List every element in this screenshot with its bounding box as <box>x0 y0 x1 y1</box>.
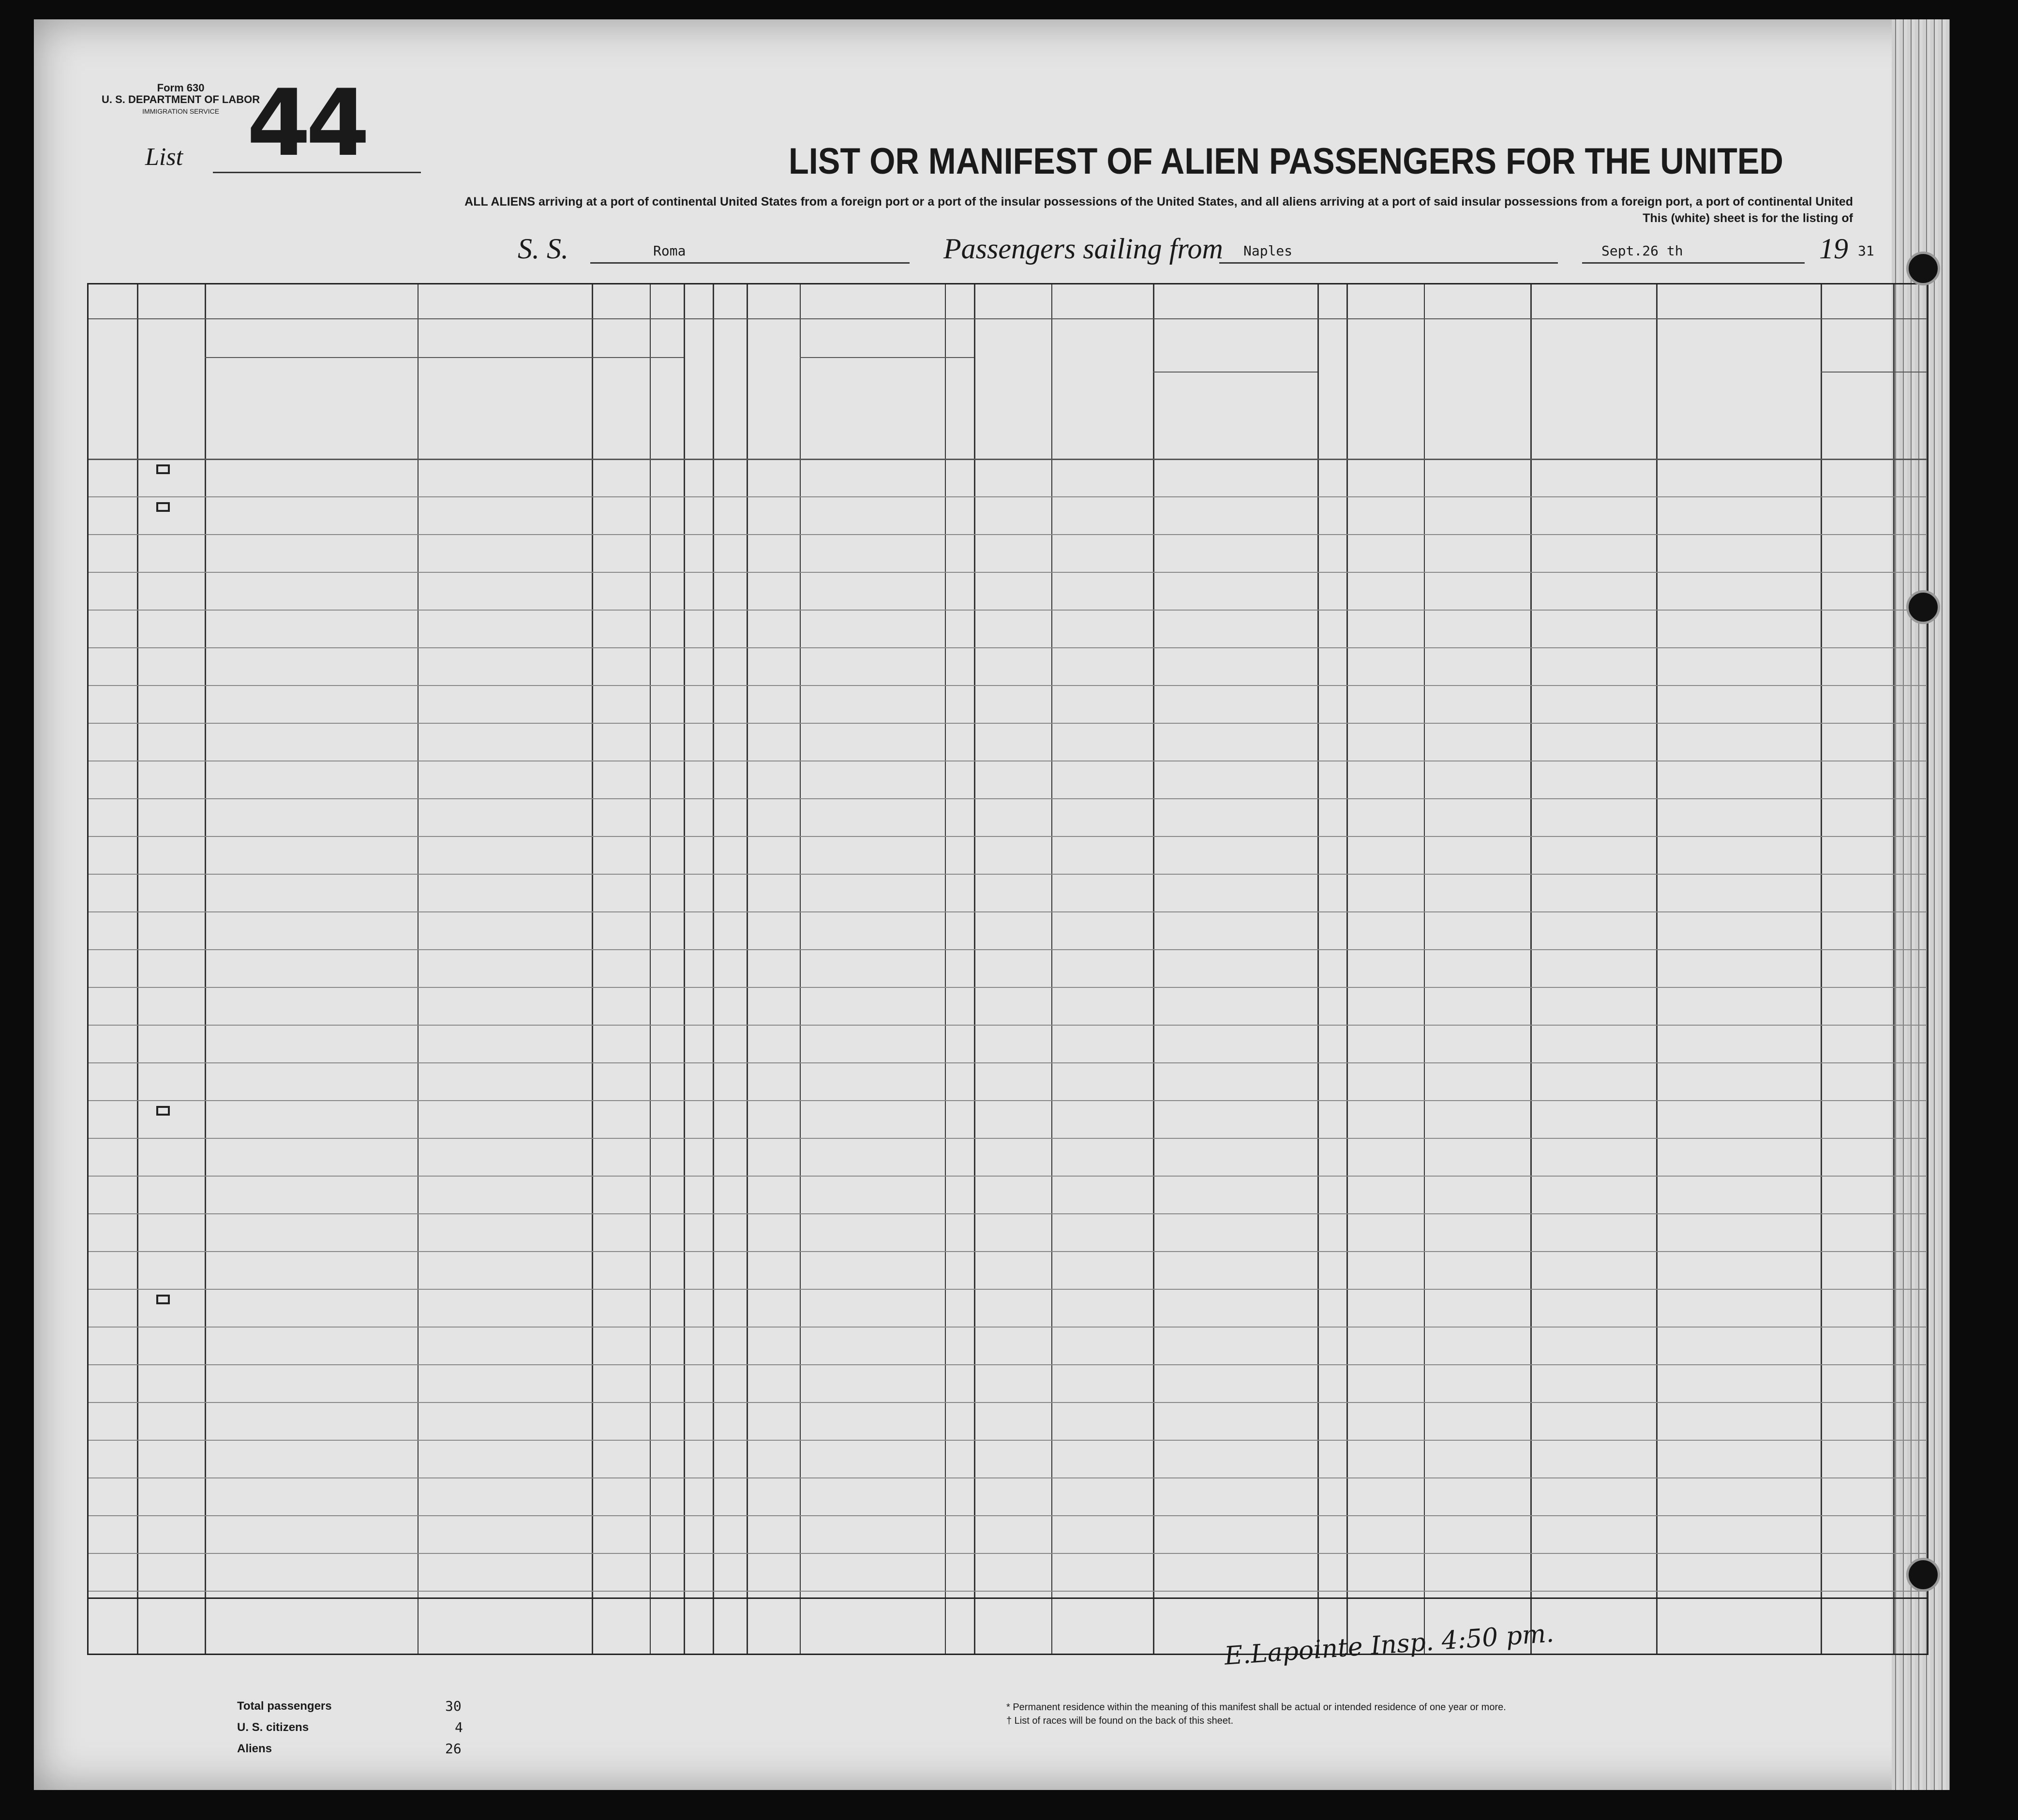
row-divider <box>89 496 1927 497</box>
total-passengers-value: 30 <box>445 1698 462 1714</box>
us-citizens-value: 4 <box>455 1719 463 1735</box>
ship-name: Roma <box>653 243 686 259</box>
department-name: U. S. DEPARTMENT OF LABOR <box>102 93 260 105</box>
column-divider <box>205 284 206 1654</box>
header-divider <box>800 357 974 358</box>
column-divider <box>1656 284 1658 1654</box>
list-underline <box>213 172 421 173</box>
form-identifier <box>102 82 260 117</box>
row-divider <box>89 1100 1927 1101</box>
sailing-date: Sept.26 th <box>1601 243 1683 259</box>
row-divider <box>89 949 1927 950</box>
port-underline <box>1219 262 1558 264</box>
subtitle-line-1: ALL ALIENS arriving at a port of continental United States from a foreign port or a port of the insular possessions of the United States, and all aliens arriving at a port of said insular possessions from a foreign port, a port of continental United <box>464 195 1853 209</box>
column-divider <box>1317 284 1319 1654</box>
row-divider <box>89 685 1927 686</box>
header-divider <box>1153 372 1317 373</box>
aliens-value: 26 <box>445 1741 462 1757</box>
row-divider <box>89 1553 1927 1554</box>
us-citizen-stamp <box>156 502 170 512</box>
form-number: Form 630 <box>157 82 205 94</box>
column-divider <box>1051 284 1052 1654</box>
row-divider <box>89 572 1927 573</box>
column-divider <box>650 284 651 1654</box>
subtitle-line-2: This (white) sheet is for the listing of <box>1643 211 1853 225</box>
row-divider <box>89 1477 1927 1478</box>
inspector-signature: E.Lapointe Insp. 4:50 pm. <box>1223 1619 1555 1671</box>
page-title: LIST OR MANIFEST OF ALIEN PASSENGERS FOR THE UNITED <box>789 141 1783 182</box>
footnote-residence: * Permanent residence within the meaning of this manifest shall be actual or intended residence of one year or more. <box>1006 1702 1506 1713</box>
total-passengers-label: Total passengers <box>237 1700 332 1713</box>
row-divider <box>89 1327 1927 1328</box>
column-divider <box>974 284 975 1654</box>
header-married <box>713 357 747 449</box>
year-prefix: 19 <box>1819 233 1848 265</box>
column-divider <box>592 284 593 1654</box>
row-divider <box>89 1025 1927 1026</box>
column-divider <box>684 284 685 1654</box>
column-divider <box>945 284 946 1654</box>
header-divider <box>89 459 1927 460</box>
row-divider <box>89 1176 1927 1177</box>
column-divider <box>1530 284 1532 1654</box>
row-divider <box>89 1402 1927 1403</box>
page-subtitle <box>421 194 1853 226</box>
column-divider <box>1346 284 1348 1654</box>
ship-underline <box>590 262 910 264</box>
us-citizens-label: U. S. citizens <box>237 1721 309 1734</box>
row-divider <box>89 534 1927 535</box>
column-divider <box>713 284 714 1654</box>
year-suffix: 31 <box>1858 243 1874 259</box>
row-divider <box>89 610 1927 611</box>
list-number: 44 <box>247 70 365 177</box>
column-divider <box>1821 284 1822 1654</box>
column-divider <box>800 284 801 1654</box>
header-divider <box>592 357 684 358</box>
column-divider <box>747 284 748 1654</box>
row-divider <box>89 1364 1927 1365</box>
row-divider <box>89 874 1927 875</box>
row-divider <box>89 1289 1927 1290</box>
column-divider <box>137 284 138 1654</box>
date-underline <box>1582 262 1805 264</box>
us-citizen-stamp <box>156 1106 170 1116</box>
header-divider <box>89 318 1927 319</box>
row-divider <box>89 911 1927 912</box>
binder-ring-icon <box>1906 590 1940 624</box>
column-divider <box>1153 284 1154 1654</box>
row-divider <box>89 987 1927 988</box>
footnotes <box>1006 1701 1506 1728</box>
row-divider <box>89 836 1927 837</box>
column-divider <box>1424 284 1425 1654</box>
row-divider <box>89 798 1927 799</box>
header-divider <box>205 357 592 358</box>
list-label: List <box>145 143 183 171</box>
table-bottom <box>89 1597 1927 1599</box>
footnote-races: † List of races will be found on the back of this sheet. <box>1006 1716 1234 1726</box>
row-divider <box>89 1213 1927 1214</box>
binder-ring-icon <box>1906 1558 1940 1592</box>
us-citizen-stamp <box>156 464 170 474</box>
manifest-table <box>87 283 1928 1655</box>
totals-block <box>237 1696 332 1760</box>
sailing-label: Passengers sailing from <box>943 233 1223 265</box>
row-divider <box>89 1591 1927 1592</box>
column-divider <box>418 284 419 1654</box>
aliens-label: Aliens <box>237 1742 272 1755</box>
column-divider <box>1893 284 1895 1654</box>
binder-ring-icon <box>1906 252 1940 285</box>
row-divider <box>89 1440 1927 1441</box>
departure-port: Naples <box>1243 243 1293 259</box>
row-divider <box>89 1515 1927 1516</box>
manifest-sheet <box>34 19 1950 1790</box>
row-divider <box>89 647 1927 648</box>
row-divider <box>89 1138 1927 1139</box>
ss-label: S. S. <box>518 233 568 265</box>
header-divider <box>1821 372 1927 373</box>
row-divider <box>89 1062 1927 1063</box>
us-citizen-stamp <box>156 1295 170 1304</box>
service-name: IMMIGRATION SERVICE <box>142 107 220 115</box>
voyage-line <box>518 232 1906 266</box>
row-divider <box>89 1251 1927 1252</box>
row-divider <box>89 723 1927 724</box>
